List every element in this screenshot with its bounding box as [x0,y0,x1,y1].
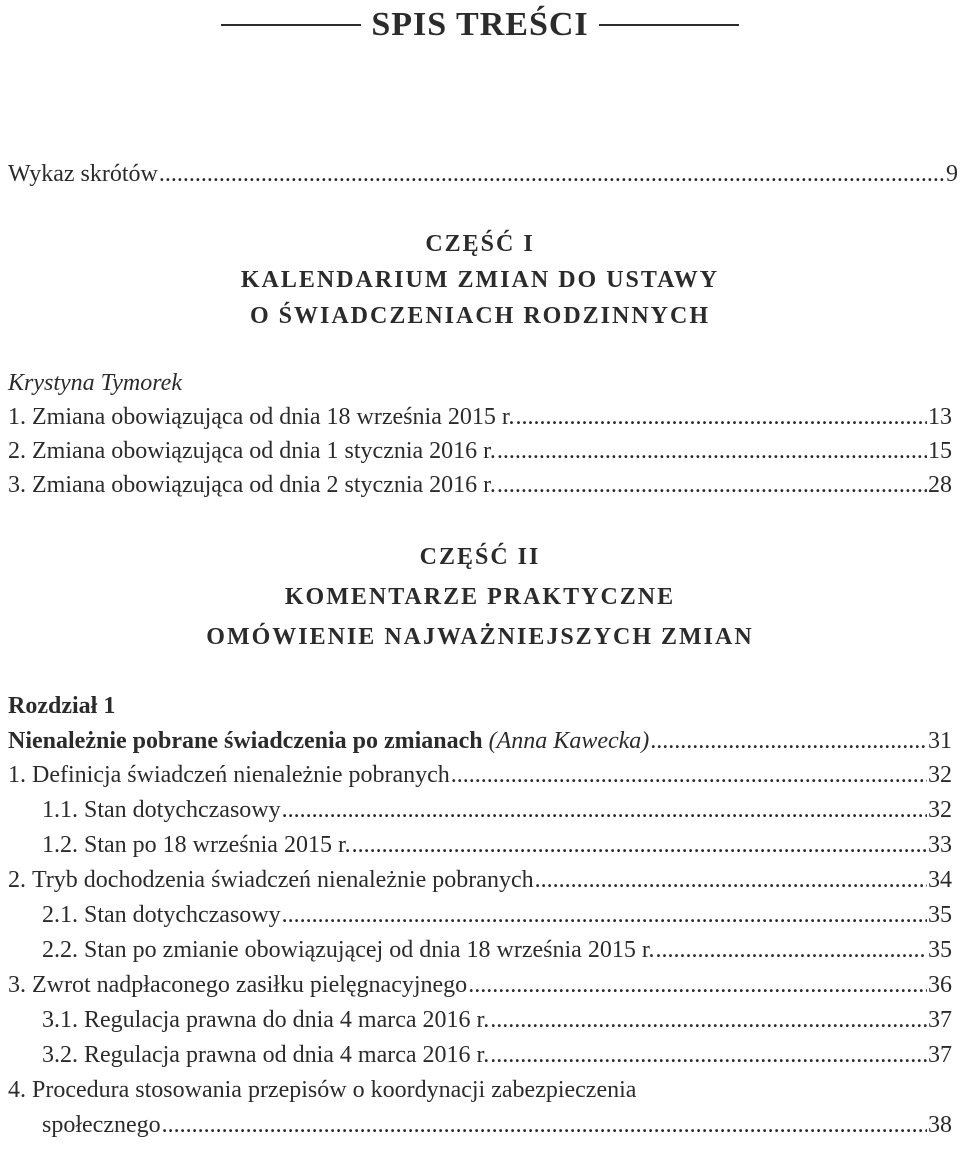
entry-page: 35 [928,902,952,928]
entry-page: 33 [928,832,952,858]
entry-page: 32 [928,797,952,823]
entry-page: 38 [928,1112,952,1138]
toc-entry[interactable] [8,468,952,502]
entry-number: 1. [8,762,26,788]
dot-leader [451,758,927,792]
entry-page: 31 [928,728,952,754]
entry-label: Stan dotychczasowy [84,797,281,823]
dot-leader [497,434,927,468]
entry-number: 4. [8,1077,26,1103]
dot-leader [497,468,927,502]
toc-header [0,2,960,48]
toc-entry[interactable] [8,400,952,434]
toc-entry[interactable] [8,758,952,792]
part2-heading-line2: KOMENTARZE PRAKTYCZNE [284,584,676,610]
entry-page: 13 [928,404,952,430]
dot-leader [490,1038,927,1072]
entry-page: 28 [928,472,952,498]
toc-entry-chapter[interactable] [8,724,952,758]
part1-heading-line2: KALENDARIUM ZMIAN DO USTAWY [240,267,720,293]
toc-entry[interactable] [42,898,952,932]
part1-heading-line1: CZĘŚĆ I [425,231,535,257]
entry-page: 15 [928,438,952,464]
entry-number: 2. [8,438,26,464]
entry-number: 3. [8,472,26,498]
part1-heading-line3: O ŚWIADCZENIACH RODZINNYCH [249,303,711,329]
entry-number: 1. [8,404,26,430]
chapter-title: Nienależnie pobrane świadczenia po zmianach [8,728,483,754]
toc-entry-abbreviations[interactable] [8,157,958,191]
header-rule-left [221,24,361,26]
toc-entry[interactable] [8,968,952,1002]
entry-label: Tryb dochodzenia świadczeń nienależnie pobranych [32,867,534,893]
dot-leader [535,863,927,897]
entry-number: 1.1. [42,797,78,823]
dot-leader [162,1108,927,1142]
dot-leader [282,793,927,827]
toc-entry[interactable] [8,1073,952,1107]
entry-number: 2. [8,867,26,893]
entry-number: 2.2. [42,937,78,963]
toc-entry[interactable] [42,793,952,827]
entry-label [8,724,649,758]
dot-leader [352,828,927,862]
entry-label: Stan po zmianie obowiązującej od dnia 18 września 2015 r. [84,937,655,963]
entry-page: 37 [928,1042,952,1068]
chapter-label: Rozdział 1 [8,693,116,719]
dot-leader [490,1003,927,1037]
entry-number: 1.2. [42,832,78,858]
entry-number: 3. [8,972,26,998]
toc-entry[interactable] [42,828,952,862]
entry-label: Zmiana obowiązująca od dnia 2 stycznia 2016 r. [32,472,496,498]
entry-label: Zmiana obowiązująca od dnia 18 września 2015 r. [32,404,515,430]
entry-label: społecznego [42,1112,161,1138]
dot-leader [159,157,945,191]
toc-entry[interactable] [8,434,952,468]
chapter-author: (Anna Kawecka) [488,728,650,754]
part1-author: Krystyna Tymorek [8,370,182,396]
toc-entry[interactable] [42,1038,952,1072]
entry-label: Regulacja prawna od dnia 4 marca 2016 r. [84,1042,490,1068]
entry-page: 32 [928,762,952,788]
entry-label: Zmiana obowiązująca od dnia 1 stycznia 2016 r. [32,438,496,464]
entry-page: 37 [928,1007,952,1033]
entry-label: Zwrot nadpłaconego zasiłku pielęgnacyjnego [32,972,468,998]
toc-entry[interactable] [42,933,952,967]
toc-entry[interactable] [42,1003,952,1037]
dot-leader [656,933,927,967]
part2-heading-line3: OMÓWIENIE NAJWAŻNIEJSZYCH ZMIAN [206,624,754,650]
entry-label: Definicja świadczeń nienależnie pobranych [32,762,450,788]
entry-number: 3.2. [42,1042,78,1068]
dot-leader [468,968,927,1002]
part2-heading-line1: CZĘŚĆ II [419,544,541,570]
entry-number: 3.1. [42,1007,78,1033]
toc-entry[interactable] [8,863,952,897]
page-title: SPIS TREŚCI [371,6,589,43]
toc-entry-continuation[interactable] [42,1108,952,1142]
entry-page: 36 [928,972,952,998]
entry-page: 34 [928,867,952,893]
entry-label: Wykaz skrótów [8,161,158,187]
header-rule-right [599,24,739,26]
dot-leader [282,898,927,932]
entry-label: Stan dotychczasowy [84,902,281,928]
entry-page: 35 [928,937,952,963]
entry-number: 2.1. [42,902,78,928]
dot-leader [650,724,927,758]
entry-label: Regulacja prawna do dnia 4 marca 2016 r. [84,1007,490,1033]
entry-label: Stan po 18 września 2015 r. [84,832,351,858]
entry-label: Procedura stosowania przepisów o koordynacji zabezpieczenia [32,1077,637,1103]
entry-page: 9 [946,161,958,187]
dot-leader [516,400,927,434]
